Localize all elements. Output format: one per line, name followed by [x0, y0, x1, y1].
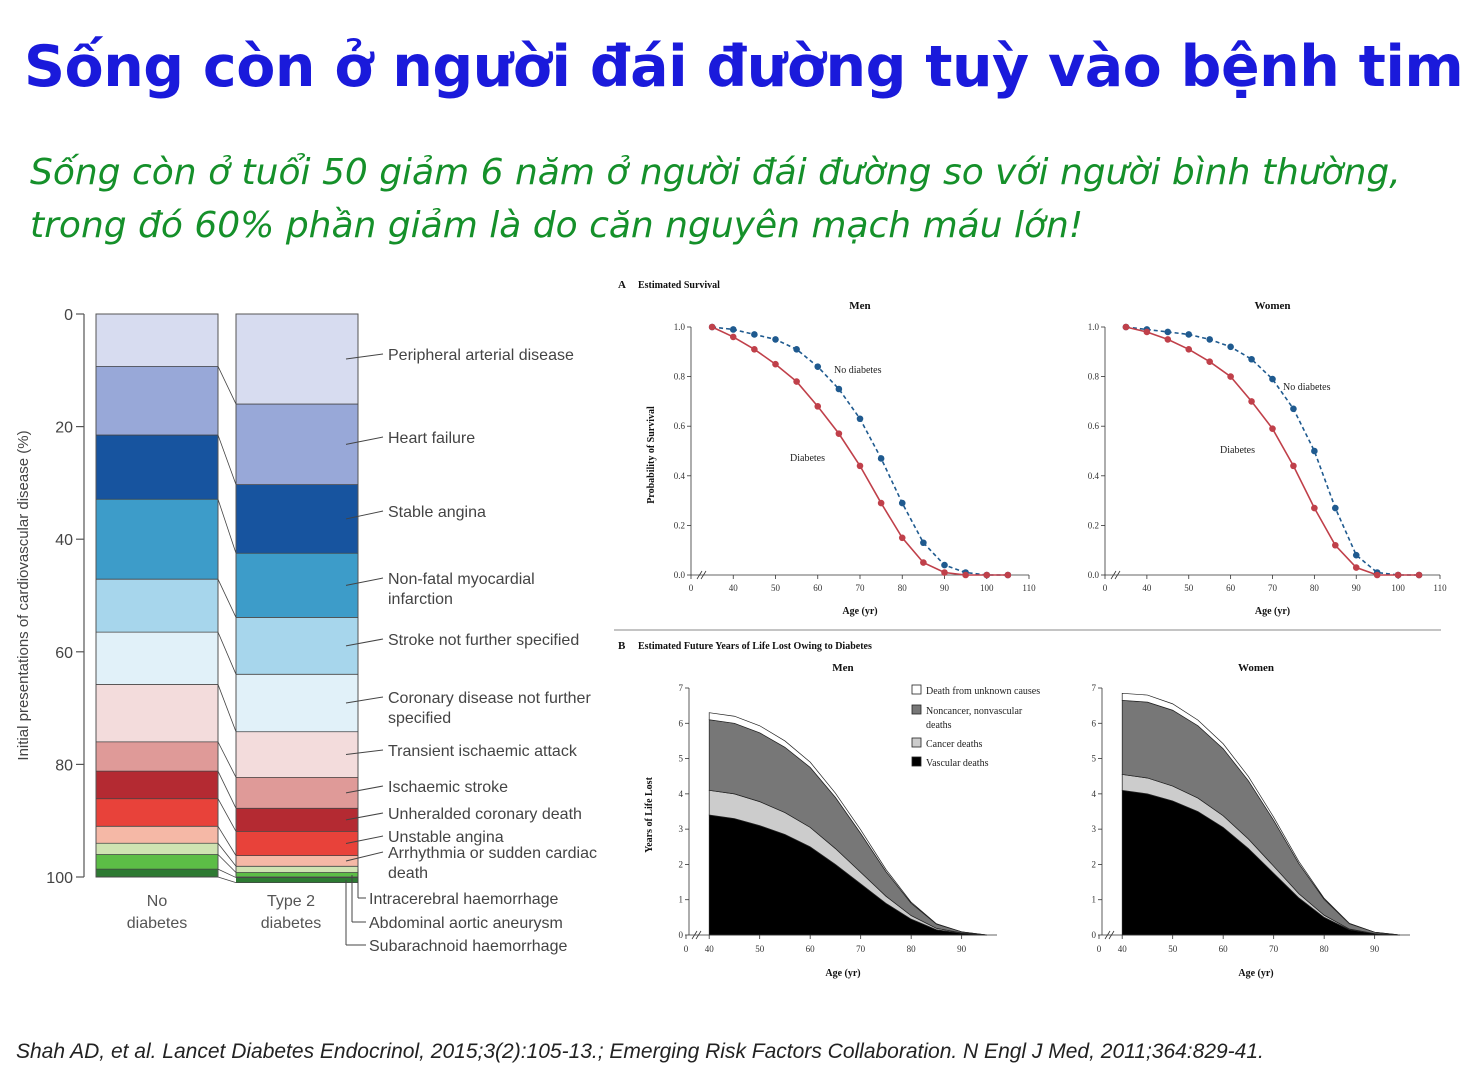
y-tick-label: 0	[678, 930, 683, 940]
survival-point-diabetes	[920, 559, 927, 566]
bar-segment-unheralded-coronary-death	[236, 808, 358, 831]
yll-women-title: Women	[1237, 662, 1275, 674]
series-label-diabetes: Diabetes	[790, 453, 825, 464]
y-tick-label: 2	[678, 859, 683, 870]
survival-point-diabetes	[899, 535, 906, 542]
survival-point-diabetes	[1227, 373, 1234, 380]
bar-segment-transient-ischaemic-attack	[236, 732, 358, 778]
category-label: diabetes	[260, 915, 322, 932]
survival-point-no-diabetes	[1332, 505, 1339, 512]
y-tick-label: 2	[1091, 859, 1096, 870]
y-tick-label: 3	[1091, 824, 1096, 835]
bar-segment-transient-ischaemic-attack	[96, 684, 218, 741]
y-tick-label: 40	[55, 532, 73, 550]
survival-point-diabetes	[1332, 542, 1339, 549]
annotation-label-coronary-disease-not-further-specified: Coronary disease not further	[388, 690, 591, 707]
x-tick-label: 70	[856, 944, 866, 954]
y-tick-label: 0.2	[673, 520, 685, 531]
y-tick-label: 4	[1091, 788, 1096, 799]
y-tick-label: 3	[678, 824, 683, 835]
bar-segment-arrhythmia-or-sudden-cardiac-death	[96, 826, 218, 843]
y-tick-label: 0.4	[673, 470, 685, 481]
bar-segment-heart-failure	[96, 366, 218, 435]
annotation-label-ischaemic-stroke: Ischaemic stroke	[388, 779, 509, 796]
legend-swatch-noncancer-nonvascular-deaths	[912, 705, 921, 714]
panel-a-title: Estimated Survival	[638, 280, 720, 291]
citation: Shah AD, et al. Lancet Diabetes Endocrinol, 2015;3(2):105-13.; Emerging Risk Factors Collaboration. N Engl J Med, 2011;364:829-41.	[16, 1040, 1264, 1063]
annotation-label-stroke-not-further-specified: Stroke not further specified	[388, 632, 580, 649]
survival-point-diabetes	[857, 463, 864, 470]
survival-point-diabetes	[1353, 564, 1360, 571]
y-tick-label: 1	[678, 894, 683, 905]
connector-line	[218, 499, 236, 553]
connector-line	[218, 579, 236, 617]
survival-point-diabetes	[1144, 329, 1151, 336]
slide-subtitle-line-2: trong đó 60% phần giảm là do căn nguyên mạch máu lớn!	[30, 205, 1084, 246]
annotation-label-unstable-angina: Unstable angina	[388, 829, 504, 846]
survival-line-no-diabetes	[1126, 327, 1419, 575]
x-tick-label: 40	[1117, 944, 1127, 954]
survival-point-no-diabetes	[1206, 336, 1213, 343]
bar-segment-peripheral-arterial-disease	[236, 314, 358, 404]
x-tick-label: 100	[1391, 583, 1405, 593]
y-tick-label: 20	[55, 419, 73, 437]
x-tick-label: 0	[1096, 944, 1102, 954]
bar-segment-ischaemic-stroke	[236, 777, 358, 808]
annotation-label-unheralded-coronary-death: Unheralded coronary death	[388, 806, 582, 823]
survival-point-diabetes	[1269, 425, 1276, 432]
y-tick-label: 60	[55, 644, 73, 662]
survival-point-no-diabetes	[793, 346, 800, 353]
annotation-label-arrhythmia-or-sudden-cardiac-death: Arrhythmia or sudden cardiac	[388, 845, 597, 862]
annotation-label-abdominal-aortic-aneurysm: Abdominal aortic aneurysm	[369, 915, 563, 932]
survival-point-no-diabetes	[730, 326, 737, 333]
y-tick-label: 5	[1091, 753, 1096, 764]
survival-point-diabetes	[1005, 572, 1012, 579]
x-tick-label: 60	[813, 583, 823, 593]
survival-point-diabetes	[1206, 358, 1213, 365]
series-label-no-diabetes: No diabetes	[1283, 382, 1331, 393]
x-tick-label: 60	[1226, 583, 1236, 593]
y-tick-label: 7	[678, 683, 683, 693]
bar-segment-unstable-angina	[96, 799, 218, 827]
annotation-label-peripheral-arterial-disease: Peripheral arterial disease	[388, 347, 574, 364]
survival-point-no-diabetes	[941, 562, 948, 569]
survival-point-no-diabetes	[1248, 356, 1255, 363]
y-tick-label: 0.6	[673, 421, 685, 432]
panel-b-letter: B	[618, 640, 626, 652]
x-tick-label: 100	[980, 583, 994, 593]
survival-point-diabetes	[1416, 572, 1423, 579]
x-tick-label: 0	[683, 944, 689, 954]
x-tick-label: 0	[688, 583, 694, 593]
survival-point-diabetes	[1248, 398, 1255, 405]
survival-point-no-diabetes	[772, 336, 779, 343]
survival-women-title: Women	[1254, 300, 1291, 312]
annotation-label-transient-ischaemic-attack: Transient ischaemic attack	[388, 743, 577, 760]
bar-segment-arrhythmia-or-sudden-cardiac-death	[236, 856, 358, 867]
bar-segment-ischaemic-stroke	[96, 742, 218, 771]
y-tick-label: 100	[46, 870, 73, 887]
legend-label-noncancer-nonvascular-deaths: Noncancer, nonvascular	[926, 706, 1023, 717]
bar-segment-coronary-disease-not-further-specified	[96, 632, 218, 684]
y-tick-label: 0.4	[1087, 470, 1099, 481]
x-tick-label: 50	[1184, 583, 1194, 593]
x-tick-label: 60	[805, 944, 815, 954]
bar-segment-heart-failure	[236, 404, 358, 485]
x-tick-label: 40	[1142, 583, 1152, 593]
survival-point-no-diabetes	[1353, 552, 1360, 559]
yll-men-title: Men	[832, 662, 854, 674]
x-tick-label: 50	[771, 583, 780, 593]
x-tick-label: 40	[704, 944, 714, 954]
y-tick-label: 1.0	[1087, 322, 1099, 332]
y-tick-label: 0.8	[673, 371, 685, 382]
survival-point-diabetes	[793, 378, 800, 385]
bar-segment-stroke-not-further-specified	[96, 579, 218, 632]
survival-point-no-diabetes	[1185, 331, 1192, 338]
annotation-label-arrhythmia-or-sudden-cardiac-death: death	[388, 865, 429, 882]
connector-line	[218, 632, 236, 674]
annotation-label-non-fatal-myocardial-infarction: infarction	[388, 591, 453, 608]
legend-label-vascular-deaths: Vascular deaths	[926, 758, 989, 769]
connector-line	[218, 877, 236, 883]
connector-line	[218, 366, 236, 404]
bar-segment-peripheral-arterial-disease	[96, 314, 218, 366]
panel-a-letter: A	[618, 279, 626, 291]
bar-segment-stroke-not-further-specified	[236, 617, 358, 674]
bar-segment-subarachnoid-haemorrhage	[96, 869, 218, 877]
x-tick-label: 70	[1268, 583, 1277, 593]
x-tick-label: 50	[1168, 944, 1178, 954]
annotation-label-subarachnoid-haemorrhage: Subarachnoid haemorrhage	[369, 938, 568, 955]
y-tick-label: 0.8	[1087, 371, 1099, 382]
x-axis-label: Age (yr)	[842, 606, 878, 617]
survival-point-diabetes	[1185, 346, 1192, 353]
connector-line	[218, 771, 236, 808]
annotation-label-intracerebral-haemorrhage: Intracerebral haemorrhage	[369, 891, 559, 908]
y-tick-label: 1	[1091, 894, 1096, 905]
x-tick-label: 90	[940, 583, 949, 593]
bar-segment-unheralded-coronary-death	[96, 771, 218, 799]
survival-point-diabetes	[836, 430, 843, 437]
y-axis-label: Initial presentations of cardiovascular disease (%)	[15, 430, 32, 761]
survival-chart-panel	[612, 270, 1447, 635]
legend-label-cancer-deaths: Cancer deaths	[926, 739, 983, 750]
legend-label-noncancer-nonvascular-deaths-cont: deaths	[926, 720, 952, 731]
bar-segment-non-fatal-myocardial-infarction	[236, 553, 358, 617]
connector-line	[218, 435, 236, 485]
survival-point-no-diabetes	[1269, 376, 1276, 383]
survival-line-diabetes	[1126, 327, 1419, 575]
x-tick-label: 80	[1309, 583, 1319, 593]
legend-swatch-vascular-deaths	[912, 757, 921, 766]
survival-point-diabetes	[1311, 505, 1318, 512]
annotation-label-stable-angina: Stable angina	[388, 504, 486, 521]
survival-point-diabetes	[751, 346, 758, 353]
x-tick-label: 80	[1319, 944, 1329, 954]
survival-point-no-diabetes	[878, 455, 885, 462]
survival-point-no-diabetes	[836, 386, 843, 393]
survival-point-diabetes	[1165, 336, 1172, 343]
y-tick-label: 7	[1091, 683, 1096, 693]
survival-point-diabetes	[1290, 463, 1297, 470]
y-tick-label: 5	[678, 753, 683, 764]
series-label-diabetes: Diabetes	[1220, 445, 1255, 456]
slide-subtitle-line-1: Sống còn ở tuổi 50 giảm 6 năm ở người đái đường so với người bình thường,	[30, 152, 1401, 193]
survival-point-diabetes	[1123, 324, 1130, 331]
bar-segment-abdominal-aortic-aneurysm	[96, 854, 218, 869]
survival-point-diabetes	[814, 403, 821, 410]
annotation-label-coronary-disease-not-further-specified: specified	[388, 710, 452, 727]
survival-point-no-diabetes	[814, 363, 821, 370]
survival-point-diabetes	[962, 572, 969, 579]
y-tick-label: 0.6	[1087, 421, 1099, 432]
x-tick-label: 80	[906, 944, 916, 954]
category-label: No	[146, 893, 168, 910]
bar-segment-stable-angina	[96, 435, 218, 499]
survival-point-diabetes	[709, 324, 716, 331]
bar-segment-coronary-disease-not-further-specified	[236, 674, 358, 731]
y-tick-label: 0.2	[1087, 520, 1099, 531]
y-tick-label: 6	[678, 718, 683, 729]
slide-title: Sống còn ở người đái đường tuỳ vào bệnh tim	[24, 34, 1463, 100]
survival-point-no-diabetes	[1290, 406, 1297, 413]
x-tick-label: 60	[1218, 944, 1228, 954]
y-tick-label: 0	[64, 307, 73, 324]
survival-point-diabetes	[941, 569, 948, 576]
survival-point-diabetes	[1374, 572, 1381, 579]
survival-point-diabetes	[730, 334, 737, 341]
survival-men-title: Men	[849, 300, 871, 312]
x-axis-label: Age (yr)	[825, 968, 861, 979]
x-axis-label: Age (yr)	[1238, 968, 1274, 979]
legend-swatch-cancer-deaths	[912, 738, 921, 747]
y-tick-label: 0	[1091, 930, 1096, 940]
connector-line	[218, 826, 236, 855]
x-tick-label: 70	[1269, 944, 1279, 954]
connector-line	[218, 869, 236, 877]
x-tick-label: 90	[1351, 583, 1361, 593]
survival-point-diabetes	[878, 500, 885, 507]
category-label: Type 2	[266, 893, 316, 910]
annotation-label-heart-failure: Heart failure	[388, 430, 476, 447]
bar-segment-intracerebral-haemorrhage	[236, 866, 358, 872]
survival-point-no-diabetes	[1227, 344, 1234, 351]
x-tick-label: 50	[755, 944, 765, 954]
x-tick-label: 40	[728, 583, 738, 593]
y-tick-label: 6	[1091, 718, 1096, 729]
bar-segment-unstable-angina	[236, 831, 358, 855]
bar-segment-stable-angina	[236, 485, 358, 554]
y-tick-label: 80	[55, 757, 73, 775]
category-label: diabetes	[126, 915, 188, 932]
x-tick-label: 80	[897, 583, 907, 593]
survival-point-no-diabetes	[1165, 329, 1172, 336]
y-tick-label: 0.0	[673, 570, 685, 580]
survival-point-diabetes	[1395, 572, 1402, 579]
yll-y-axis-label: Years of Life Lost	[644, 777, 655, 853]
bar-segment-subarachnoid-haemorrhage	[236, 878, 358, 883]
bar-segment-non-fatal-myocardial-infarction	[96, 499, 218, 579]
legend-label-death-from-unknown-causes: Death from unknown causes	[926, 686, 1041, 697]
years-of-life-lost-chart-panel	[612, 630, 1441, 990]
x-tick-label: 90	[957, 944, 967, 954]
panel-b-title: Estimated Future Years of Life Lost Owing to Diabetes	[638, 641, 872, 652]
x-tick-label: 110	[1022, 583, 1036, 593]
survival-point-no-diabetes	[1311, 448, 1318, 455]
x-tick-label: 0	[1102, 583, 1108, 593]
y-tick-label: 4	[678, 788, 683, 799]
connector-line	[218, 684, 236, 731]
y-tick-label: 1.0	[673, 322, 685, 332]
annotation-label-non-fatal-myocardial-infarction: Non-fatal myocardial	[388, 571, 535, 588]
survival-point-no-diabetes	[920, 539, 927, 546]
x-axis-label: Age (yr)	[1254, 606, 1291, 617]
x-tick-label: 90	[1370, 944, 1380, 954]
survival-point-no-diabetes	[857, 415, 864, 422]
survival-point-no-diabetes	[899, 500, 906, 507]
y-tick-label: 0.0	[1087, 570, 1099, 580]
x-tick-label: 70	[855, 583, 865, 593]
survival-point-no-diabetes	[751, 331, 758, 338]
bar-segment-intracerebral-haemorrhage	[96, 843, 218, 854]
legend-swatch-death-from-unknown-causes	[912, 685, 921, 694]
series-label-no-diabetes: No diabetes	[834, 365, 882, 376]
connector-line	[218, 843, 236, 866]
stacked-bar-chart-cvd-presentations	[0, 290, 620, 980]
connector-line	[218, 742, 236, 777]
survival-point-diabetes	[983, 572, 990, 579]
survival-y-axis-label: Probability of Survival	[646, 406, 657, 504]
x-tick-label: 110	[1433, 583, 1447, 593]
survival-point-diabetes	[772, 361, 779, 368]
